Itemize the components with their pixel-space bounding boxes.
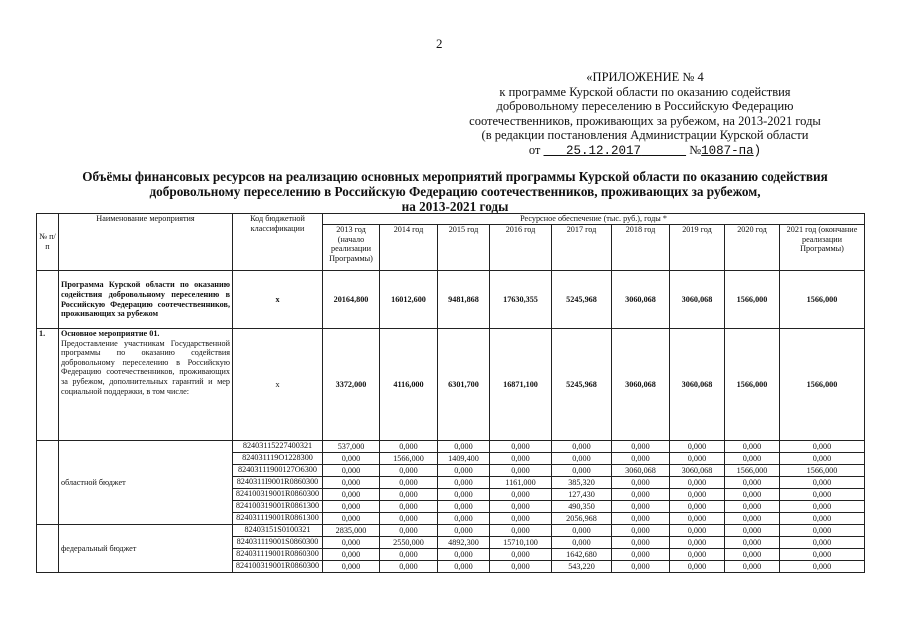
group-num: [37, 525, 59, 573]
value-cell: 0,000: [725, 561, 780, 573]
value-cell: 0,000: [380, 441, 438, 453]
value-cell: 127,430: [552, 489, 612, 501]
value-cell: 0,000: [438, 513, 490, 525]
value-cell: 3060,068: [670, 271, 725, 329]
value-cell: 0,000: [780, 441, 865, 453]
value-cell: 0,000: [670, 453, 725, 465]
value-cell: 6301,700: [438, 329, 490, 441]
value-cell: 0,000: [323, 465, 380, 477]
value-cell: 0,000: [323, 477, 380, 489]
header-year: 2016 год: [490, 225, 552, 271]
header-year: 2020 год: [725, 225, 780, 271]
decree-number: 1087-па: [701, 143, 754, 158]
header-year: 2013 год (начало реализации Программы): [323, 225, 380, 271]
value-cell: 0,000: [670, 489, 725, 501]
appendix-line-3: добровольному переселению в Российскую Федерацию: [496, 99, 794, 114]
value-cell: 1409,400: [438, 453, 490, 465]
value-cell: 0,000: [438, 525, 490, 537]
value-cell: 0,000: [725, 513, 780, 525]
header-year: 2021 год (окончание реализации Программы): [780, 225, 865, 271]
title-line-3: на 2013-2021 годы: [401, 198, 509, 214]
value-cell: 3060,068: [670, 329, 725, 441]
budget-code: 824031119001S0860300: [233, 537, 323, 549]
value-cell: 385,320: [552, 477, 612, 489]
header-year: 2014 год: [380, 225, 438, 271]
value-cell: 0,000: [780, 537, 865, 549]
value-cell: 5245,968: [552, 271, 612, 329]
value-cell: 0,000: [725, 501, 780, 513]
value-cell: 0,000: [552, 537, 612, 549]
value-cell: 0,000: [725, 477, 780, 489]
value-cell: 0,000: [380, 501, 438, 513]
header-year: 2018 год: [612, 225, 670, 271]
value-cell: 0,000: [780, 513, 865, 525]
value-cell: 3060,068: [612, 465, 670, 477]
value-cell: 0,000: [438, 549, 490, 561]
value-cell: 0,000: [725, 441, 780, 453]
value-cell: 0,000: [670, 537, 725, 549]
value-cell: 0,000: [552, 453, 612, 465]
value-cell: 16012,600: [380, 271, 438, 329]
value-cell: 3060,068: [670, 465, 725, 477]
value-cell: 4892,300: [438, 537, 490, 549]
header-year: 2015 год: [438, 225, 490, 271]
value-cell: 0,000: [552, 465, 612, 477]
value-cell: 0,000: [780, 525, 865, 537]
value-cell: 0,000: [552, 441, 612, 453]
value-cell: 0,000: [780, 561, 865, 573]
value-cell: 0,000: [670, 501, 725, 513]
number-label: №: [689, 142, 702, 157]
value-cell: 4116,000: [380, 329, 438, 441]
value-cell: 15710,100: [490, 537, 552, 549]
value-cell: 0,000: [380, 561, 438, 573]
value-cell: 0,000: [490, 489, 552, 501]
appendix-line-2: к программе Курской области по оказанию содействия: [499, 84, 791, 99]
value-cell: 0,000: [780, 477, 865, 489]
value-cell: 0,000: [323, 501, 380, 513]
value-cell: 9481,868: [438, 271, 490, 329]
value-cell: 1566,000: [380, 453, 438, 465]
value-cell: 1566,000: [780, 465, 865, 477]
value-cell: 3060,068: [612, 271, 670, 329]
close-paren: ): [753, 143, 762, 158]
budget-code: 82403111900127O6300: [233, 465, 323, 477]
value-cell: 0,000: [490, 549, 552, 561]
value-cell: 1642,680: [552, 549, 612, 561]
value-cell: 0,000: [612, 501, 670, 513]
budget-code: 824031119001R0861300: [233, 513, 323, 525]
value-cell: 0,000: [612, 549, 670, 561]
value-cell: 0,000: [670, 549, 725, 561]
budget-code: 824100319001R0861300: [233, 501, 323, 513]
budget-code: 824100319001R0860300: [233, 489, 323, 501]
value-cell: 3060,068: [612, 329, 670, 441]
header-resources: Ресурсное обеспечение (тыс. руб.), годы *: [323, 214, 865, 225]
value-cell: 0,000: [380, 513, 438, 525]
budget-code: 82403151S0100321: [233, 525, 323, 537]
header-name: Наименование мероприятия: [59, 214, 233, 271]
value-cell: 0,000: [380, 477, 438, 489]
value-cell: 2550,000: [380, 537, 438, 549]
budget-code: 824100319001R0860300: [233, 561, 323, 573]
value-cell: 0,000: [380, 549, 438, 561]
value-cell: 17630,355: [490, 271, 552, 329]
value-cell: 0,000: [323, 489, 380, 501]
budget-code: 824031119O1228300: [233, 453, 323, 465]
header-code: Код бюджетной классификации: [233, 214, 323, 271]
document-title: [60, 170, 850, 214]
value-cell: 1566,000: [725, 465, 780, 477]
value-cell: 1566,000: [780, 329, 865, 441]
value-cell: 0,000: [490, 525, 552, 537]
value-cell: 0,000: [725, 549, 780, 561]
value-cell: 0,000: [323, 561, 380, 573]
event-row: [37, 329, 865, 441]
value-cell: 2835,000: [323, 525, 380, 537]
value-cell: 0,000: [323, 513, 380, 525]
value-cell: 0,000: [490, 465, 552, 477]
appendix-line-5: (в редакции постановления Администрации Курской области: [481, 128, 809, 143]
event-num: 1.: [37, 329, 59, 441]
value-cell: 0,000: [780, 549, 865, 561]
value-cell: 0,000: [780, 501, 865, 513]
value-cell: 1566,000: [780, 271, 865, 329]
value-cell: 0,000: [612, 489, 670, 501]
value-cell: 0,000: [670, 477, 725, 489]
value-cell: 0,000: [490, 501, 552, 513]
value-cell: 0,000: [725, 489, 780, 501]
appendix-header: [430, 70, 860, 159]
value-cell: 0,000: [323, 453, 380, 465]
value-cell: 0,000: [438, 465, 490, 477]
budget-code: 8240311I9001R0860300: [233, 477, 323, 489]
value-cell: 0,000: [380, 489, 438, 501]
table-row: [37, 441, 865, 453]
value-cell: 0,000: [612, 537, 670, 549]
value-cell: 0,000: [438, 501, 490, 513]
event-description: Предоставление участникам Государственной программы по оказанию содействия добровольному переселению в Российскую Федерацию соотечественников, проживающих за рубежом, дополнительных гарантий и мер социальной поддержки, в том числе:: [61, 338, 230, 396]
value-cell: 1566,000: [725, 271, 780, 329]
group-num: [37, 441, 59, 525]
value-cell: 490,350: [552, 501, 612, 513]
program-num: [37, 271, 59, 329]
decree-date: 25.12.2017: [566, 143, 642, 158]
appendix-line-4: соотечественников, проживающих за рубежом, на 2013-2021 годы: [469, 113, 821, 128]
value-cell: 0,000: [438, 477, 490, 489]
value-cell: 1566,000: [725, 329, 780, 441]
value-cell: 0,000: [323, 537, 380, 549]
value-cell: 0,000: [670, 525, 725, 537]
value-cell: 0,000: [490, 561, 552, 573]
value-cell: 0,000: [612, 513, 670, 525]
value-cell: 0,000: [438, 441, 490, 453]
value-cell: 0,000: [438, 561, 490, 573]
resources-table: [36, 213, 865, 573]
event-name: [59, 329, 233, 441]
event-code: x: [233, 329, 323, 441]
header-year: 2017 год: [552, 225, 612, 271]
value-cell: 0,000: [323, 549, 380, 561]
value-cell: 3372,000: [323, 329, 380, 441]
budget-source-label: федеральный бюджет: [59, 525, 233, 573]
value-cell: 5245,968: [552, 329, 612, 441]
value-cell: 0,000: [438, 489, 490, 501]
event-title: Основное мероприятие 01.: [61, 329, 160, 338]
value-cell: 0,000: [670, 513, 725, 525]
value-cell: 0,000: [490, 453, 552, 465]
value-cell: 537,000: [323, 441, 380, 453]
value-cell: 0,000: [612, 477, 670, 489]
value-cell: 0,000: [725, 537, 780, 549]
value-cell: 0,000: [725, 453, 780, 465]
budget-code: 82403115227400321: [233, 441, 323, 453]
title-line-1: Объёмы финансовых ресурсов на реализацию основных мероприятий программы Курской области по оказанию содействия: [82, 169, 828, 184]
budget-code: 824031119001R0860300: [233, 549, 323, 561]
value-cell: 0,000: [670, 561, 725, 573]
title-line-2: добровольному переселению в Российскую Федерацию соотечественников, проживающих за рубежом,: [149, 183, 761, 199]
value-cell: 0,000: [670, 441, 725, 453]
value-cell: 16871,100: [490, 329, 552, 441]
value-cell: 0,000: [612, 441, 670, 453]
value-cell: 2056,968: [552, 513, 612, 525]
value-cell: 0,000: [612, 525, 670, 537]
value-cell: 0,000: [612, 453, 670, 465]
program-name: Программа Курской области по оказанию содействия добровольному переселению в Российскую Федерацию соотечественников, проживающих за рубежом: [59, 271, 233, 329]
value-cell: 0,000: [490, 513, 552, 525]
program-code: x: [233, 271, 323, 329]
appendix-line-1: «ПРИЛОЖЕНИЕ № 4: [586, 70, 704, 84]
value-cell: 543,220: [552, 561, 612, 573]
value-cell: 0,000: [780, 489, 865, 501]
value-cell: 0,000: [552, 525, 612, 537]
budget-source-label: областной бюджет: [59, 441, 233, 525]
header-year: 2019 год: [670, 225, 725, 271]
value-cell: 0,000: [780, 453, 865, 465]
value-cell: 20164,800: [323, 271, 380, 329]
value-cell: 0,000: [725, 525, 780, 537]
page-number: 2: [436, 36, 443, 51]
appendix-date-line: [430, 143, 860, 159]
from-label: от: [528, 142, 541, 157]
value-cell: 0,000: [612, 561, 670, 573]
table-row: [37, 525, 865, 537]
value-cell: 0,000: [380, 525, 438, 537]
program-row: [37, 271, 865, 329]
header-num: № п/ п: [37, 214, 59, 271]
value-cell: 1161,000: [490, 477, 552, 489]
value-cell: 0,000: [380, 465, 438, 477]
value-cell: 0,000: [490, 441, 552, 453]
